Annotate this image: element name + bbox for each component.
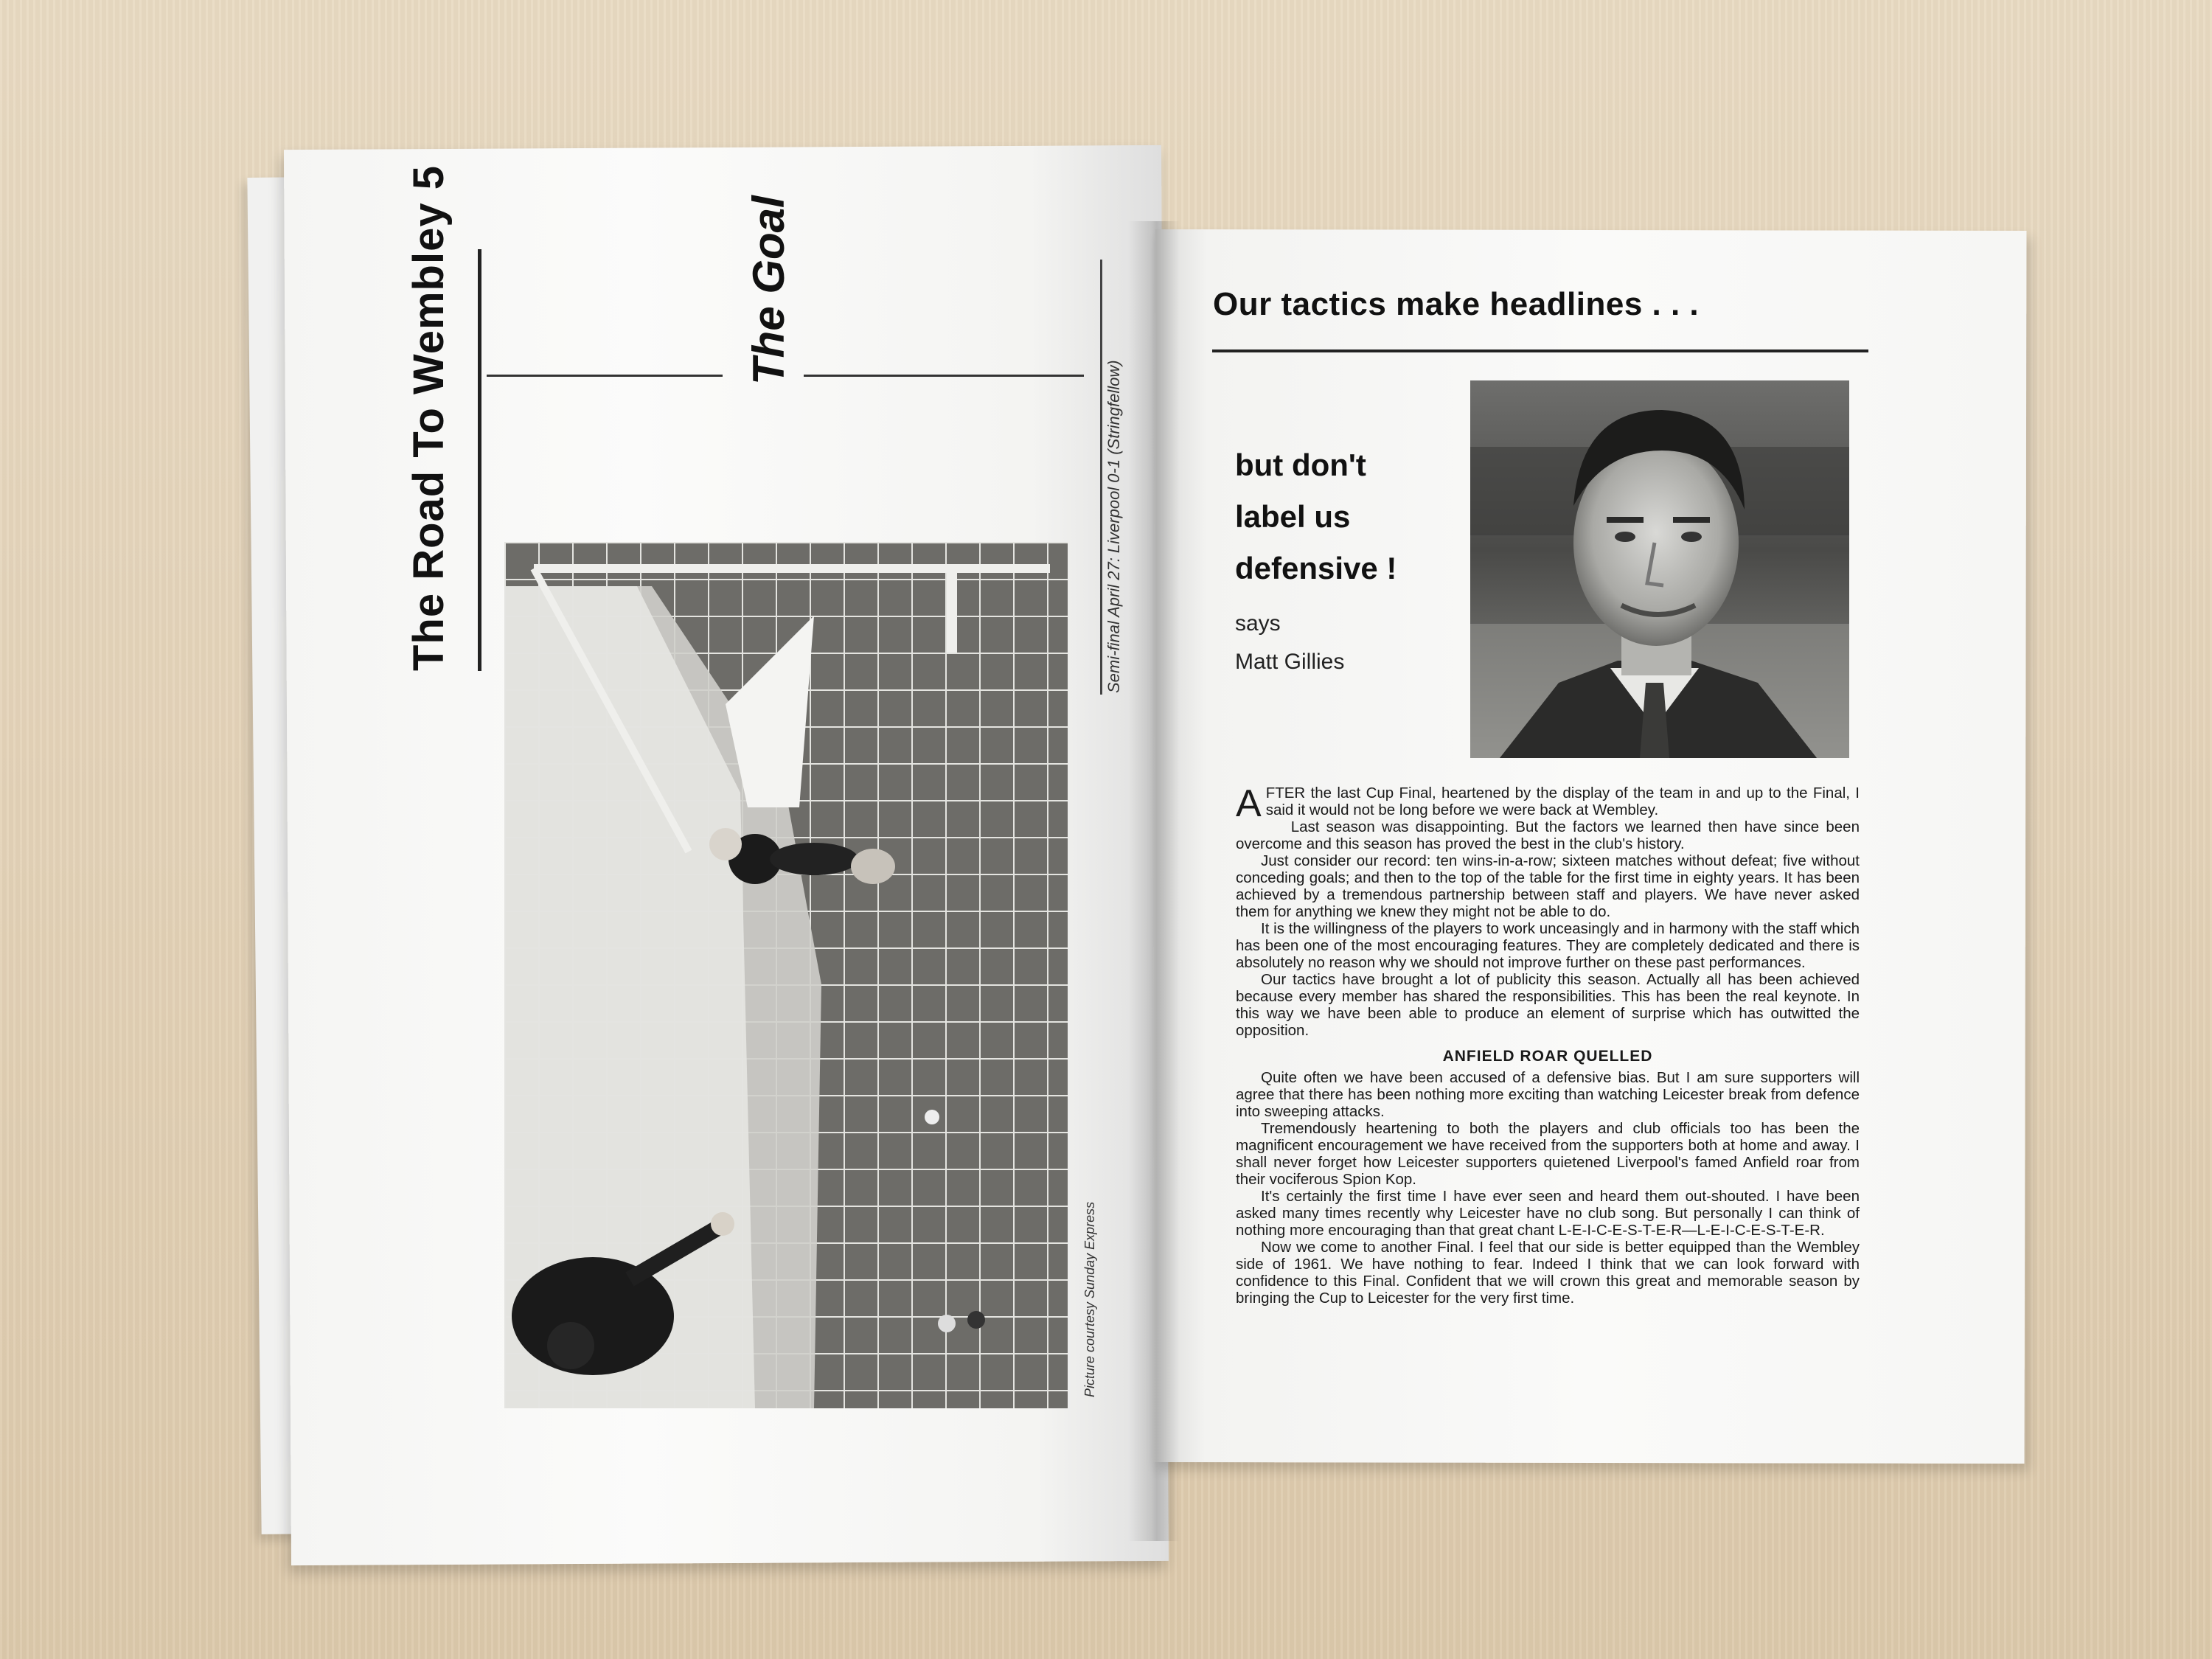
article-paragraph-9: Now we come to another Final. I feel that our side is better equipped than the Wembley side of 1961. We have nothing to fear. Indeed I think that we can look forward with confidence to this Final. Confident that we will crown this great and memorable season by bringing the Cup to Leicester for the very first time. (1236, 1239, 1860, 1307)
portrait-image (1470, 380, 1849, 758)
article-paragraph-7: Tremendously heartening to both the players and club officials too has been the magnificent encouragement we have received from the supporters both at home and away. I shall never forget how Leicester supporters quietened Liverpool's famed Anfield roar from their vociferous Spion Kop. (1236, 1120, 1860, 1188)
section-heading: ANFIELD ROAR QUELLED (1442, 1048, 1653, 1065)
subhead-line-1: but don't (1235, 448, 1366, 482)
subhead (1235, 439, 1456, 594)
drop-cap: A (1236, 782, 1262, 825)
author-name: Matt Gillies (1235, 650, 1345, 674)
divider-line-right (804, 375, 1084, 377)
semi-final-caption: Semi-final April 27: Liverpool 0-1 (Stringfellow) (1105, 360, 1123, 693)
article-paragraph-2: Last season was disappointing. But the factors we learned then have since been overcome and this season has proved the best in the club's history. (1236, 818, 1860, 852)
spine-shadow (1128, 221, 1180, 1541)
the-goal-title: The Goal (744, 195, 793, 385)
photo-credit: Picture courtesy Sunday Express (1082, 1201, 1097, 1397)
headline-rule (1212, 349, 1868, 352)
article-paragraph-4: It is the willingness of the players to work unceasingly and in harmony with the staff which has been one of the most encouraging features. They are completely dedicated and there is absolutely no reason why we should not improve further on these past performances. (1236, 920, 1860, 971)
road-to-wembley-title: The Road To Wembley 5 (405, 165, 453, 671)
title-underline (478, 249, 481, 671)
article-paragraph-3: Just consider our record: ten wins-in-a-row; sixteen matches without defeat; five without conceding goals; and then to the top of the table for the first time in eighty years. It has been achieved by a tremendous partnership between staff and players. We have never asked them for anything we knew they might not be able to do. (1236, 852, 1860, 920)
subhead-line-2: label us (1235, 499, 1351, 534)
article-paragraph-6: Quite often we have been accused of a defensive bias. But I am sure supporters will agree that there has been nothing more exciting than watching Leicester break from defence into sweeping attacks. (1236, 1069, 1860, 1120)
article-paragraph-8: It's certainly the first time I have ever seen and heard them out-shouted. I have been asked many times recently why Leicester have no club song. But personally I can think of nothing more encouraging than that great chant L-E-I-C-E-S-T-E-R—L-E-I-C-E-S-T-E-R. (1236, 1188, 1860, 1239)
caption-rule (1100, 260, 1102, 695)
goal-photo (504, 542, 1068, 1408)
divider-line-left (487, 375, 723, 377)
article-paragraph-5: Our tactics have brought a lot of publicity this season. Actually all has been achieved because every member has shared the responsibilities. This has been the real keynote. In this way we have been able to produce an element of surprise which has outwitted the opposition. (1236, 971, 1860, 1039)
goal-photo-image (504, 542, 1068, 1408)
article-paragraph-1: AFTER the last Cup Final, heartened by the display of the team in and up to the Final, I said it would not be long before we were back at Wembley. (1236, 782, 1860, 825)
byline (1235, 605, 1344, 681)
manager-portrait (1470, 380, 1849, 758)
says-label: says (1235, 611, 1281, 636)
article-body (1236, 782, 1860, 1307)
subhead-line-3: defensive ! (1235, 551, 1397, 585)
headline: Our tactics make headlines . . . (1213, 286, 1700, 322)
